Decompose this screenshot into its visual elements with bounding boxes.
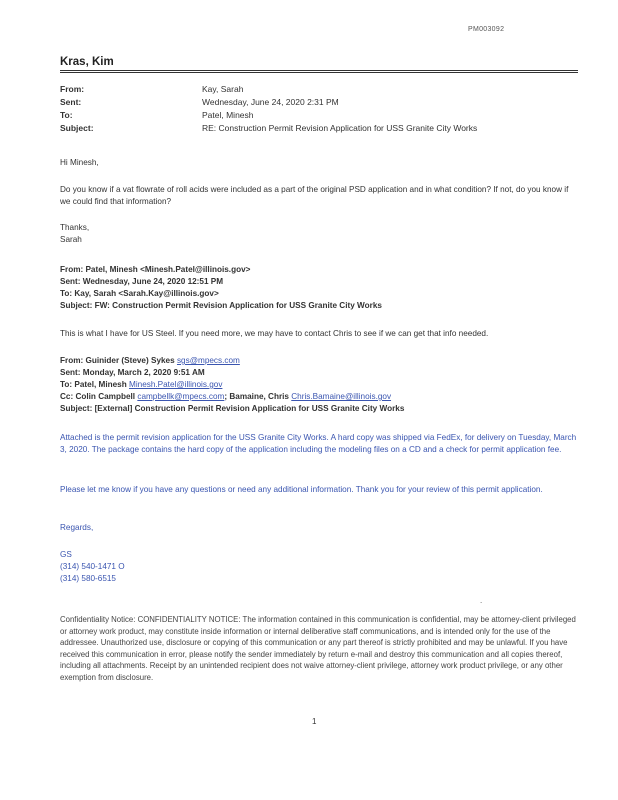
fw2-subject-text: Subject: [External] Construction Permit Revision Application for USS Granite City Works [60, 404, 405, 413]
fw2-to [60, 380, 222, 389]
sender-name: Kras, Kim [60, 56, 114, 68]
fw2-from-email[interactable] [177, 356, 240, 365]
fw2-cc-mid: ; Bamaine, Chris [224, 392, 289, 401]
fw1-sent [60, 277, 223, 286]
fw2-regards: Regards, [60, 523, 94, 532]
fw2-cc-email2[interactable] [291, 392, 391, 401]
fw1-subject-text: Subject: FW: Construction Permit Revision Application for USS Granite City Works [60, 301, 382, 310]
fw1-from [60, 265, 250, 274]
fw2-to-text: To: Patel, Minesh [60, 380, 127, 389]
fw2-to-email-text[interactable]: Minesh.Patel@illinois.gov [129, 380, 223, 389]
stray-dot: . [480, 596, 483, 605]
page-number: 1 [312, 717, 317, 726]
fw2-cc [60, 392, 391, 401]
fw1-sent-text: Sent: Wednesday, June 24, 2020 12:51 PM [60, 277, 224, 286]
email-thanks: Thanks, [60, 223, 90, 232]
fw2-subject [60, 404, 404, 413]
fw2-from-text: From: Guinider (Steve) Sykes [60, 356, 175, 365]
from-value: Kay, Sarah [202, 84, 244, 94]
header-divider [60, 70, 578, 73]
fw1-subject [60, 301, 382, 310]
bates-number: PM003092 [468, 26, 505, 33]
to-label: To: [60, 110, 73, 120]
fw2-to-email[interactable] [129, 380, 222, 389]
fw2-from-email-text[interactable]: sgs@mpecs.com [176, 356, 240, 365]
sent-label: Sent: [60, 97, 82, 107]
fw1-to-text: To: Kay, Sarah <Sarah.Kay@illinois.gov> [60, 289, 219, 298]
sent-value: Wednesday, June 24, 2020 2:31 PM [202, 97, 339, 107]
to-value: Patel, Minesh [202, 110, 254, 120]
fw1-to [60, 289, 219, 298]
fw2-signature: GS [60, 550, 72, 559]
fw2-sent [60, 368, 205, 377]
subject-value: RE: Construction Permit Revision Application for USS Granite City Works [202, 123, 478, 133]
email-greeting: Hi Minesh, [60, 158, 99, 167]
fw2-cc-email2-text[interactable]: Chris.Bamaine@illinois.gov [291, 392, 392, 401]
fw2-para2: Please let me know if you have any questions or need any additional information. Thank you for your review of this permit application. [60, 485, 543, 494]
fw2-cc-email[interactable] [137, 392, 224, 401]
email-question: Do you know if a vat flowrate of roll acids were included as a part of the original PSD application and in what condition? If not, do you know if we could find that information? [60, 185, 569, 206]
fw1-body: This is what I have for US Steel. If you need more, we may have to contact Chris to see if we can get that info needed. [60, 329, 489, 338]
from-label: From: [60, 84, 85, 94]
fw2-sent-text: Sent: Monday, March 2, 2020 9:51 AM [60, 368, 205, 377]
fw2-cc-text: Cc: Colin Campbell [60, 392, 136, 401]
fw2-cc-email-text[interactable]: campbellk@mpecs.com [137, 392, 225, 401]
fw2-para1: Attached is the permit revision application for the USS Granite City Works. A hard copy was shipped via FedEx, for delivery on Tuesday, March 3, 2020. The package contains the hard copy of the application including the modeling files on a CD and a check for permit application fee. [60, 433, 577, 454]
fw2-phone1: (314) 540-1471 O [60, 562, 125, 571]
fw2-from [60, 356, 240, 365]
subject-label: Subject: [60, 123, 94, 133]
confidentiality-notice: Confidentiality Notice: CONFIDENTIALITY NOTICE: The information contained in this communication is confidential, may be attorney-client privileged or attorney work product, may constitute inside information or internal deliberative staff communications, and is intended only for the use of the addressee. Unauthorized use, disclosure or copying of this communication or any part thereof is strictly prohibited and may be unlawful. If you have received this communication in error, please notify the sender immediately by return e-mail and destroy this communication and all copies thereof, including all attachments. Receipt by an unintended recipient does not waive attorney-client privilege, attorney work product privilege, or any other exemption from disclosure. [60, 615, 576, 682]
fw2-phone2: (314) 580-6515 [60, 574, 116, 583]
email-signoff: Sarah [60, 235, 82, 244]
fw1-from-text: From: Patel, Minesh <Minesh.Patel@illinois.gov> [60, 265, 251, 274]
